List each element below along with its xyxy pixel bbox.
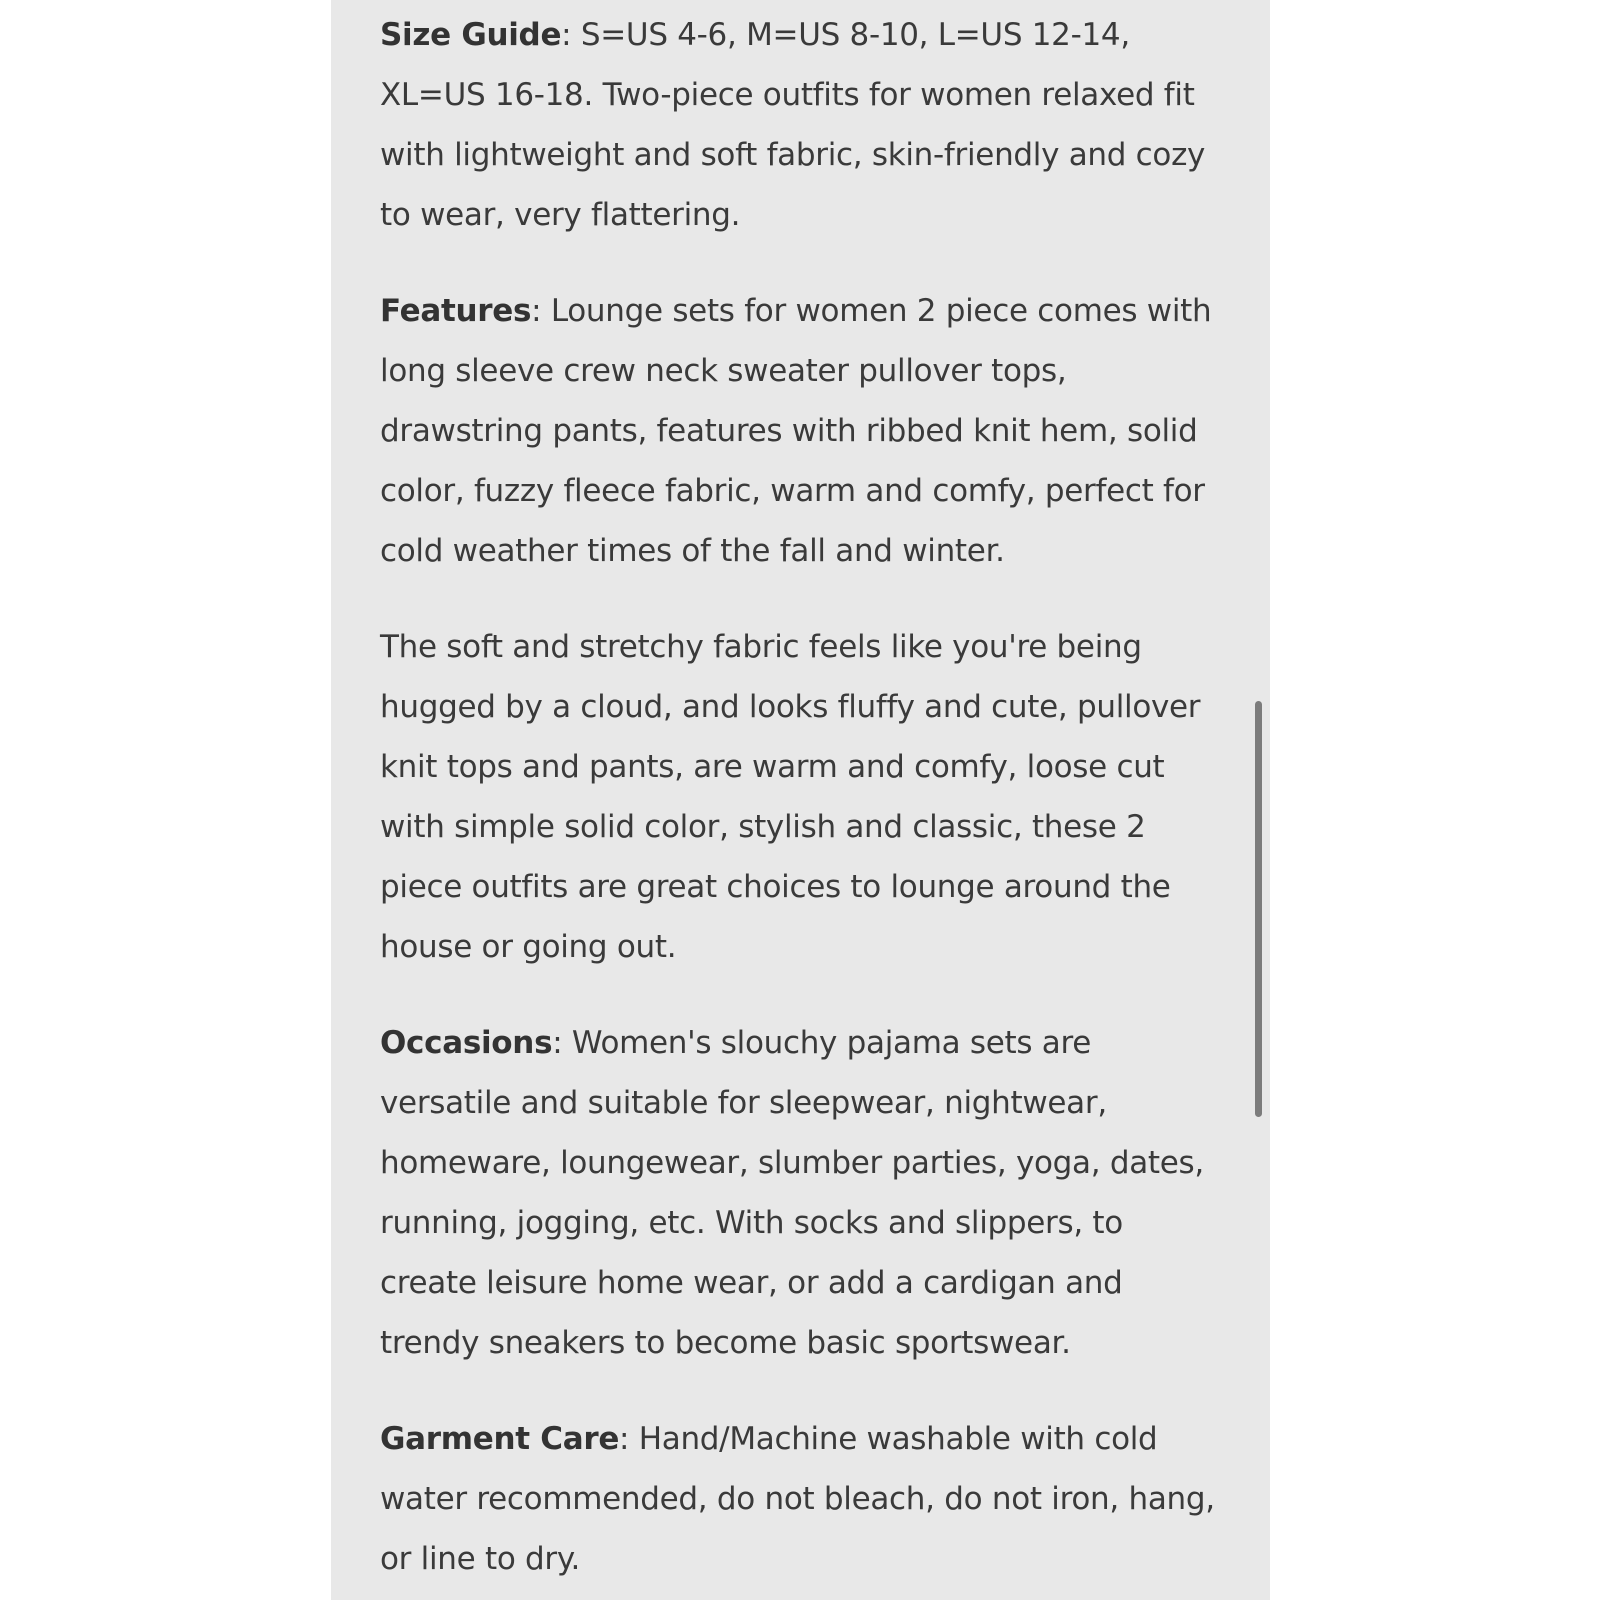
product-description-panel (331, 0, 1270, 1600)
size-guide-paragraph (380, 5, 1226, 245)
occasions-text: : Women's slouchy pajama sets are versatile and suitable for sleepwear, nightwear, homeware, loungewear, slumber parties, yoga, dates, running, jogging, etc. With socks and slippers, to create leisure home wear, or add a cardigan and trendy sneakers to become basic sportswear. (380, 1025, 1204, 1361)
features-text: : Lounge sets for women 2 piece comes with long sleeve crew neck sweater pullover tops, drawstring pants, features with ribbed knit hem, solid color, fuzzy fleece fabric, warm and comfy, perfect for cold weather times of the fall and winter. (380, 293, 1212, 569)
occasions-label: Occasions (380, 1025, 553, 1061)
fabric-paragraph (380, 617, 1226, 977)
product-description (380, 5, 1226, 1600)
features-paragraph (380, 281, 1226, 581)
garment-care-paragraph (380, 1409, 1226, 1589)
features-label: Features (380, 293, 532, 329)
occasions-paragraph (380, 1013, 1226, 1373)
size-guide-label: Size Guide (380, 17, 562, 53)
garment-care-text: : Hand/Machine washable with cold water recommended, do not bleach, do not iron, hang, or line to dry. (380, 1421, 1215, 1577)
garment-care-label: Garment Care (380, 1421, 620, 1457)
size-guide-text: : S=US 4-6, M=US 8-10, L=US 12-14, XL=US 16-18. Two-piece outfits for women relaxed fit with lightweight and soft fabric, skin-friendly and cozy to wear, very flattering. (380, 17, 1206, 233)
scrollbar-thumb[interactable] (1255, 701, 1262, 1117)
fabric-text: The soft and stretchy fabric feels like you're being hugged by a cloud, and looks fluffy and cute, pullover knit tops and pants, are warm and comfy, loose cut with simple solid color, stylish and classic, these 2 piece outfits are great choices to lounge around the house or going out. (380, 629, 1201, 965)
